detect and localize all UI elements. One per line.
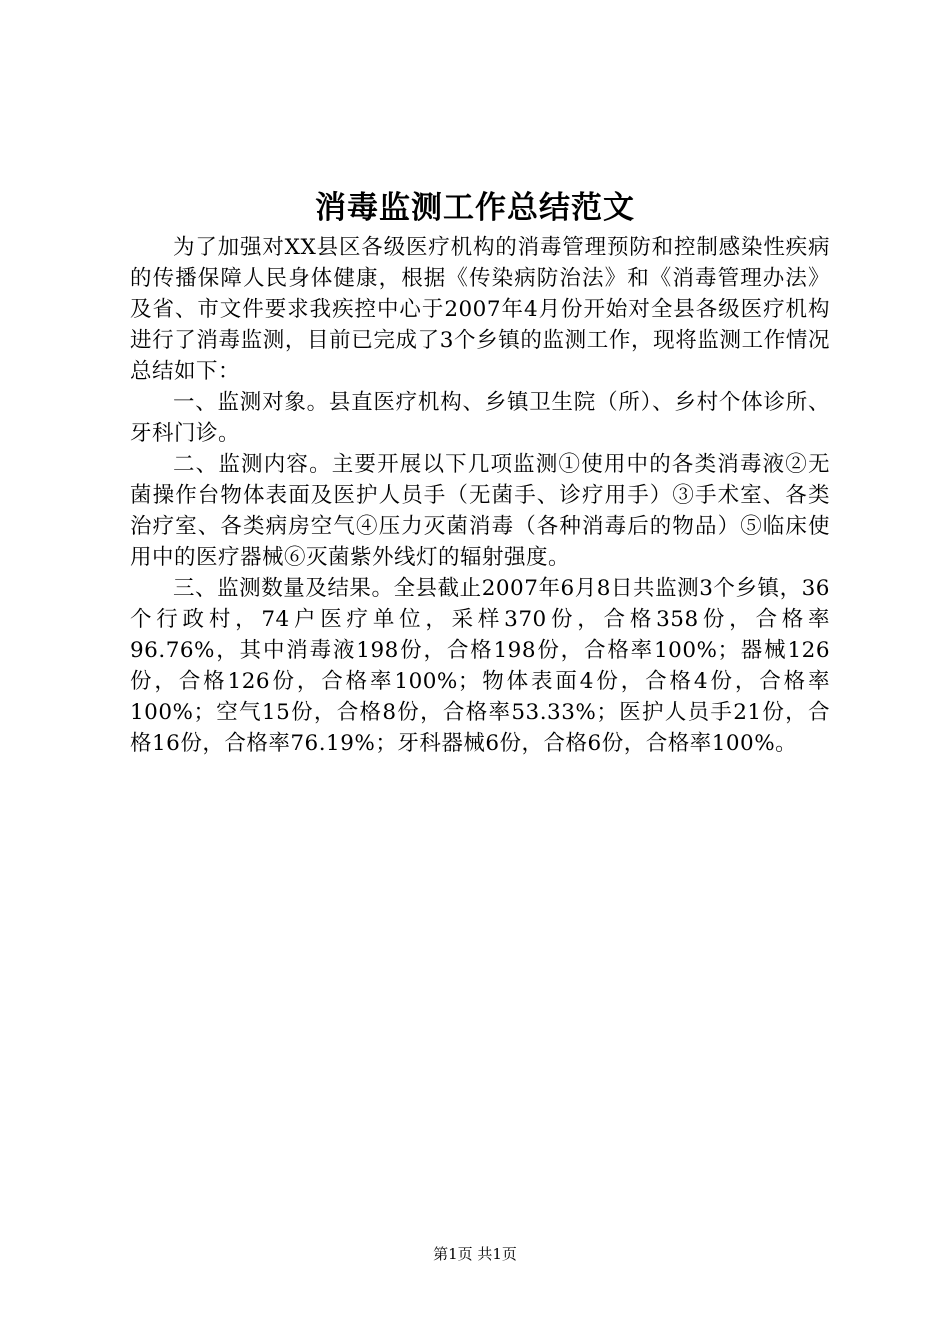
document-title: 消毒监测工作总结范文 — [315, 190, 635, 226]
page-footer: 第1页 共1页 — [433, 1245, 517, 1263]
paragraph-results: 三、监测数量及结果。全县截止2007年6月8日共监测3个乡镇，36个行政村，74户医疗单位，采样370份，合格358份，合格率96.76%，其中消毒液198份，合格198份，合格率100%；器械126份，合格126份，合格率100%；物体表面4份，合格4份，合格率100%；空气15份，合格8份，合格率53.33%；医护人员手21份，合格16份，合格率76.19%；牙科器械6份，合格6份，合格率100%。 — [130, 576, 830, 756]
paragraph-content: 二、监测内容。主要开展以下几项监测①使用中的各类消毒液②无菌操作台物体表面及医护人员手（无菌手、诊疗用手）③手术室、各类治疗室、各类病房空气④压力灭菌消毒（各种消毒后的物品）⑤临床使用中的医疗器械⑥灭菌紫外线灯的辐射强度。 — [130, 452, 830, 570]
paragraph-intro: 为了加强对XX县区各级医疗机构的消毒管理预防和控制感染性疾病的传播保障人民身体健康，根据《传染病防治法》和《消毒管理办法》及省、市文件要求我疾控中心于2007年4月份开始对全县各级医疗机构进行了消毒监测，目前已完成了3个乡镇的监测工作，现将监测工作情况总结如下： — [130, 235, 830, 384]
document-body — [130, 232, 830, 759]
paragraph-objects: 一、监测对象。县直医疗机构、乡镇卫生院（所）、乡村个体诊所、牙科门诊。 — [130, 390, 830, 446]
